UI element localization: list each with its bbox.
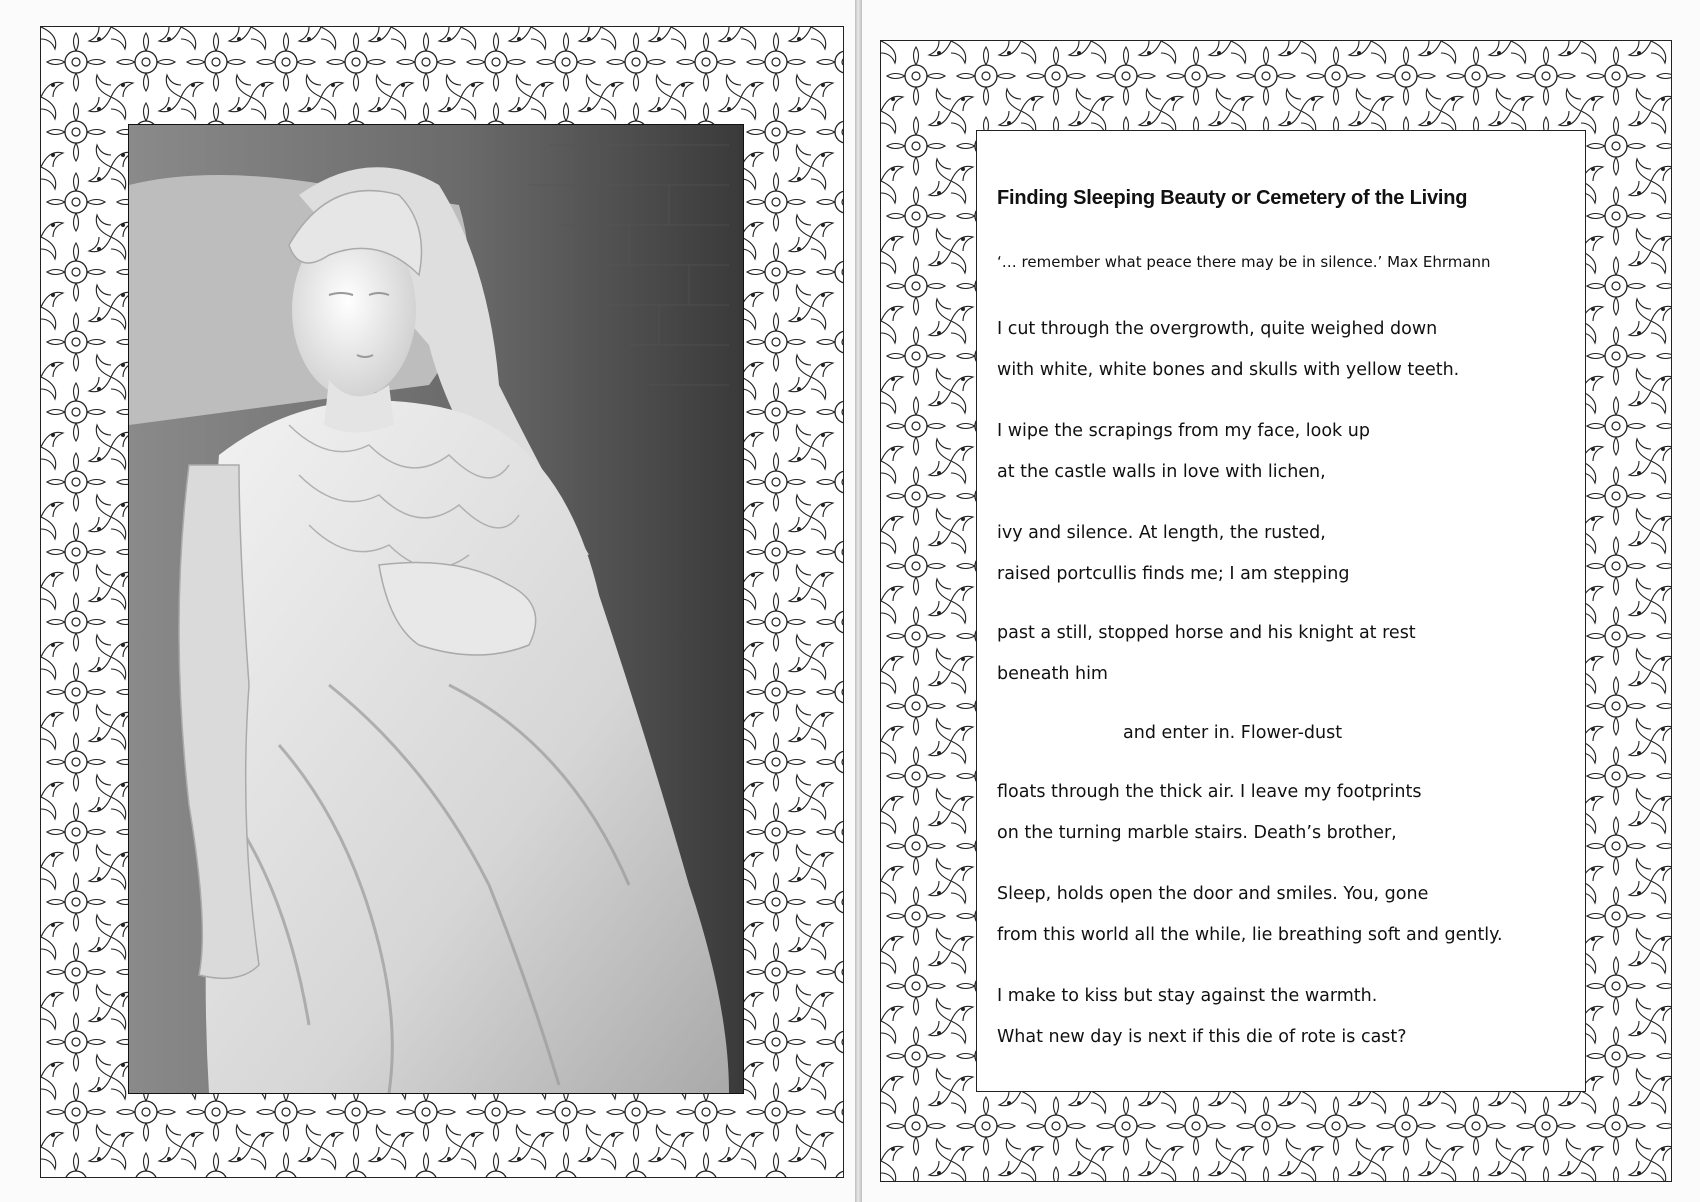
poem-line: I wipe the scrapings from my face, look up — [997, 421, 1370, 441]
poem-line: on the turning marble stairs. Death’s brother, — [997, 823, 1397, 843]
poem-line: I cut through the overgrowth, quite weighed down — [997, 319, 1438, 339]
poem-title: Finding Sleeping Beauty or Cemetery of the Living — [997, 187, 1468, 209]
poem-line: beneath him — [997, 664, 1108, 684]
poem-line: What new day is next if this die of rote is cast? — [997, 1027, 1407, 1047]
poem-line: ivy and silence. At length, the rusted, — [997, 523, 1326, 543]
poem-line: from this world all the while, lie breathing soft and gently. — [997, 925, 1503, 945]
poem-line: and enter in. Flower-dust — [1123, 723, 1343, 743]
poem-line: at the castle walls in love with lichen, — [997, 462, 1326, 482]
statue-photo — [128, 124, 744, 1094]
poem-epigraph: ‘… remember what peace there may be in silence.’ Max Ehrmann — [997, 253, 1491, 271]
poem-text-panel — [976, 130, 1586, 1092]
poem-line: floats through the thick air. I leave my footprints — [997, 782, 1422, 802]
poem-line: with white, white bones and skulls with yellow teeth. — [997, 360, 1460, 380]
poem-line: Sleep, holds open the door and smiles. You, gone — [997, 884, 1429, 904]
sleeping-woman-effigy-image — [129, 125, 743, 1093]
book-gutter — [855, 0, 862, 1202]
poem-line: raised portcullis finds me; I am stepping — [997, 564, 1350, 584]
poem-line: I make to kiss but stay against the warmth. — [997, 986, 1378, 1006]
poem-line: past a still, stopped horse and his knight at rest — [997, 623, 1416, 643]
